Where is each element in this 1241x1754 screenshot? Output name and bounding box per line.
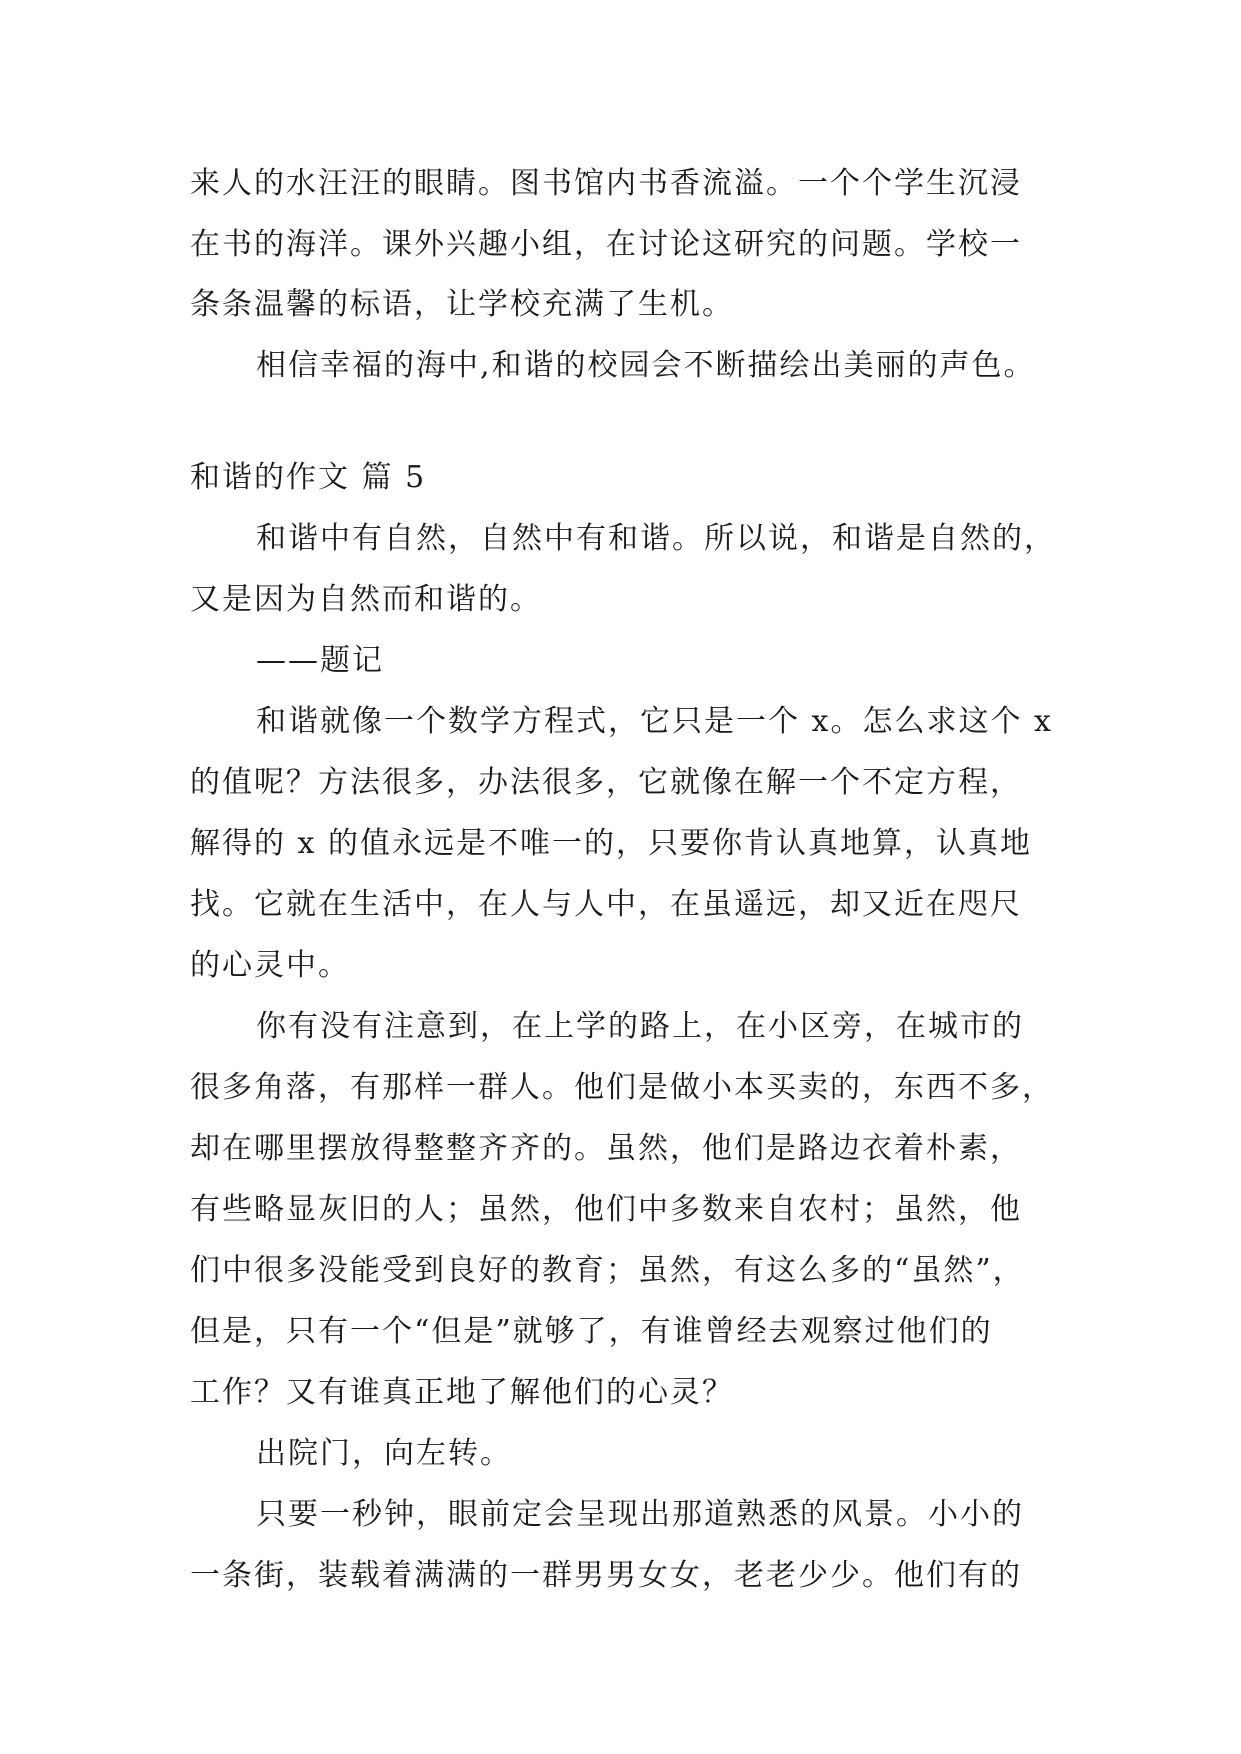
paragraph-line: 的值呢？方法很多，办法很多，它就像在解一个不定方程， <box>190 765 1022 800</box>
paragraph-line: 和谐就像一个数学方程式，它只是一个 x。怎么求这个 x <box>256 704 1053 739</box>
paragraph-line: 条条温馨的标语，让学校充满了生机。 <box>190 287 734 322</box>
paragraph-line: 相信幸福的海中,和谐的校园会不断描绘出美丽的声色。 <box>256 348 1036 383</box>
paragraph-line: 有些略显灰旧的人；虽然，他们中多数来自农村；虽然，他 <box>190 1192 1022 1227</box>
paragraph-line: 找。它就在生活中，在人与人中，在虽遥远，却又近在咫尺 <box>190 887 1022 922</box>
paragraph-line: 工作？又有谁真正地了解他们的心灵？ <box>190 1375 734 1410</box>
paragraph-line: 在书的海洋。课外兴趣小组，在讨论这研究的问题。学校一 <box>190 227 1022 262</box>
paragraph-line: 和谐中有自然，自然中有和谐。所以说，和谐是自然的， <box>256 521 1056 556</box>
paragraph-line: 一条街，装载着满满的一群男男女女，老老少少。他们有的 <box>190 1558 1022 1593</box>
paragraph-line: 出院门，向左转。 <box>256 1436 512 1471</box>
paragraph-line: 但是，只有一个“但是”就够了，有谁曾经去观察过他们的 <box>190 1314 993 1349</box>
paragraph-line: 的心灵中。 <box>190 948 350 983</box>
epigraph-attribution: ——题记 <box>256 643 384 678</box>
section-heading: 和谐的作文 篇 5 <box>190 460 427 495</box>
paragraph-line: 来人的水汪汪的眼睛。图书馆内书香流溢。一个个学生沉浸 <box>190 166 1022 201</box>
paragraph-line: 又是因为自然而和谐的。 <box>190 582 542 617</box>
paragraph-line: 你有没有注意到，在上学的路上，在小区旁，在城市的 <box>256 1009 1024 1044</box>
paragraph-line: 却在哪里摆放得整整齐齐的。虽然，他们是路边衣着朴素， <box>190 1131 1022 1166</box>
paragraph-line: 很多角落，有那样一群人。他们是做小本买卖的，东西不多， <box>190 1070 1054 1105</box>
paragraph-line: 解得的 x 的值永远是不唯一的，只要你肯认真地算，认真地 <box>190 826 1032 861</box>
paragraph-line: 们中很多没能受到良好的教育；虽然，有这么多的“虽然”， <box>190 1253 1025 1288</box>
paragraph-line: 只要一秒钟，眼前定会呈现出那道熟悉的风景。小小的 <box>256 1497 1024 1532</box>
